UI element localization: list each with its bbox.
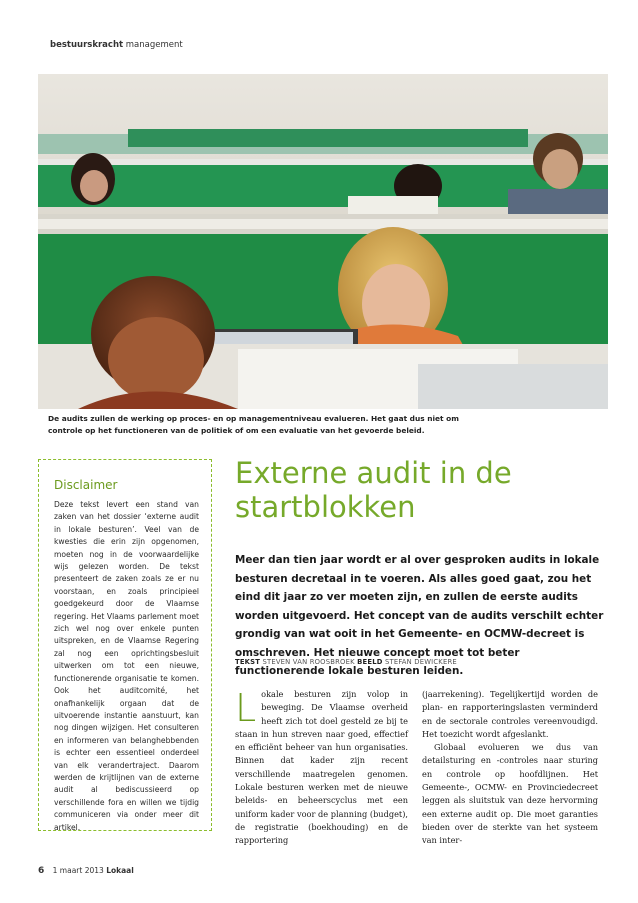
article-credits — [235, 658, 457, 666]
credits-image-label: BEELD — [357, 658, 383, 666]
dropcap: L — [235, 686, 257, 730]
section-header — [50, 40, 183, 50]
footer-date: 1 maart 2013 — [52, 866, 104, 875]
column-1-text: okale besturen zijn volop in beweging. De Vlaamse overheid heeft zich tot doel gesteld ze bij te staan in hun streven naar goed, effectief en efficiënt beheer van hun organisaties. Binnen dat kader zijn recent verschillende maatregelen genomen. Lokale besturen werken met de nieuwe beleids- en beheerscyclus met een uniform kader voor de planning (budget), de registratie (boekhouding) en de rapportering — [235, 689, 408, 846]
column-2-paragraph-1: (jaarrekening). Tegelijkertijd worden de plan- en rapporteringslasten verminderd en de sectorale controles vereenvoudigd. Het toezicht wordt afgeslankt. — [422, 689, 598, 739]
article-column-2 — [422, 688, 598, 848]
office-photo-icon — [38, 74, 608, 409]
section-header-bold: bestuurskracht — [50, 40, 124, 50]
photo-caption: De audits zullen de werking op proces- en op managementniveau evalueren. Het gaat dus niet om controle op het functioneren van de politiek of om een evaluatie van het gevoerde beleid. — [48, 414, 459, 435]
credits-text-author: STEVEN VAN ROOSBROEK — [262, 658, 355, 666]
footer-magazine: Lokaal — [106, 866, 134, 875]
column-2-paragraph-2: Globaal evolueren we dus van detailsturing en -controles naar sturing en controle op hoofdlijnen. Het Gemeente-, OCMW- en Provinciedecreet leggen als sluitstuk van deze hervorming een externe audit op. Die moet garanties bieden over de sterkte van het systeem van inter- — [422, 742, 598, 846]
disclaimer-title: Disclaimer — [54, 478, 118, 492]
office-photo — [38, 74, 608, 409]
page-footer — [38, 866, 134, 876]
page-number: 6 — [38, 866, 45, 876]
credits-image-author: STEFAN DEWICKERE — [384, 658, 457, 666]
section-header-rest: management — [125, 40, 183, 50]
disclaimer-body: Deze tekst levert een stand van zaken van het dossier ‘externe audit in lokale besturen’. Veel van de kwesties die erin zijn opgenomen, moeten nog in de voorwaardelijke wijs gelezen worden. De tekst presenteert de zaken zoals ze er nu voorstaan, en zoals principieel goedgekeurd door de Vlaamse regering. Het Vlaams parlement moet zich wel nog over enkele punten uitspreken, en de Vlaamse Regering zal nog een oprichtingsbesluit uitwerken om tot een nieuwe, functionerende organisatie te komen. Ook het auditcomité, het onafhankelijk orgaan dat de uitvoerende instantie aanstuurt, kan nog dingen wijzigen. Het consulteren en informeren van belanghebbenden is echter een essentieel onderdeel van elk verandertraject. Daarom werden de krijtlijnen van de externe audit al bediscussieerd op verschillende fora en willen we tijdig communiceren via onder meer dit artikel. — [54, 500, 199, 832]
article-column-1 — [235, 688, 408, 848]
article-headline: Externe audit in de startblokken — [235, 456, 512, 524]
disclaimer-box — [38, 459, 212, 831]
credits-text-label: TEKST — [235, 658, 261, 666]
article-lead: Meer dan tien jaar wordt er al over gesproken audits in lokale besturen decretaal in te voeren. Als alles goed gaat, zou het eind dit jaar zo ver moeten zijn, en zullen de eerste audits worden uitgevoerd. Het concept van de audits verschilt echter grondig van wat ooit in het Gemeente- en OCMW-decreet is omschreven. Het nieuwe concept moet tot beter functionerende lokale besturen leiden. — [235, 554, 604, 677]
